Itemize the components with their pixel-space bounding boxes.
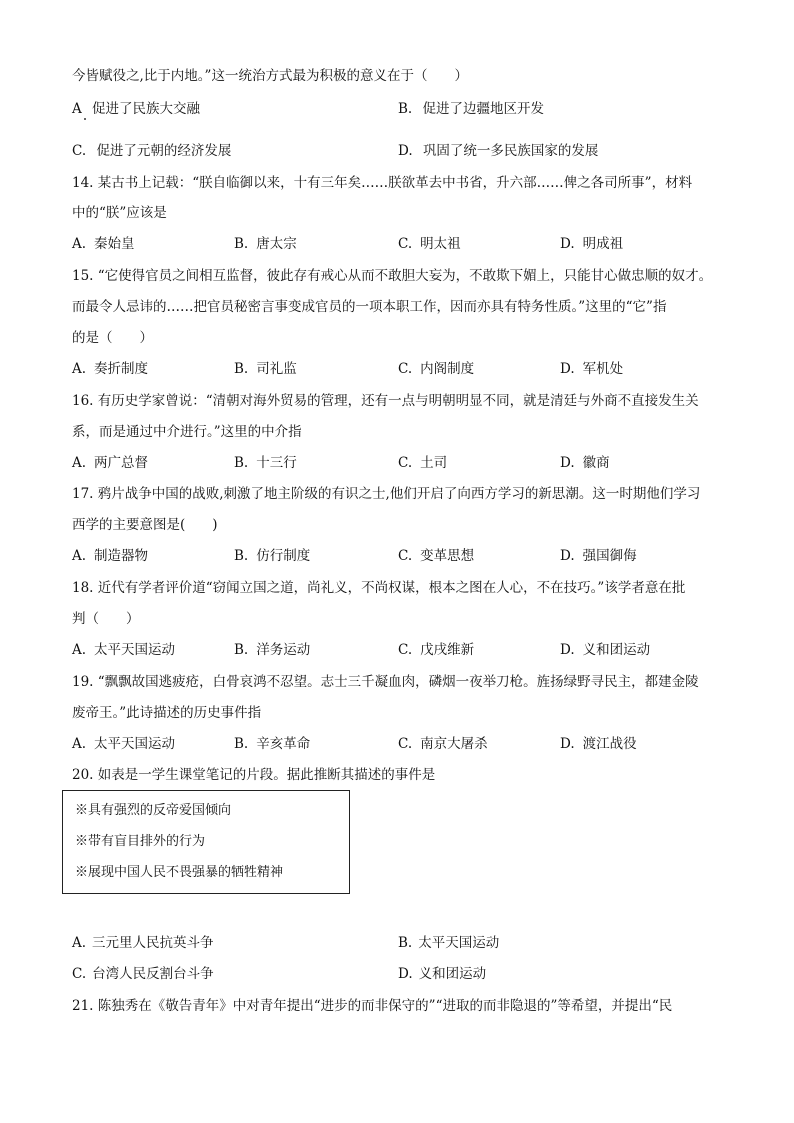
option-label: B. [234, 236, 249, 252]
q19-option-b[interactable] [234, 734, 310, 754]
dot-mark [84, 118, 86, 120]
note-item: ※带有盲目排外的行为 [75, 834, 206, 849]
option-text: 戊戌维新 [420, 642, 475, 658]
q16-option-c[interactable] [398, 453, 447, 473]
option-text: 太平天国运动 [94, 736, 176, 752]
q15-stem-line: 而最令人忌讳的……把官员秘密言事变成官员的一项本职工作，因而亦具有特务性质。”这里的“它”指 [72, 299, 667, 315]
q13-option-c[interactable] [72, 141, 231, 161]
option-text: 南京大屠杀 [420, 736, 488, 752]
q19-option-a[interactable] [72, 734, 175, 754]
option-text: 台湾人民反割台斗争 [92, 966, 214, 982]
option-label: A. [72, 642, 87, 658]
q15-stem-line: 15. “它使得官员之间相互监督，彼此存有戒心从而不敢胆大妄为，不敢欺下媚上，只能甘心做忠顺的奴才。 [72, 268, 713, 284]
option-label: C. [72, 143, 87, 159]
q21-stem-line: 21. 陈独秀在《敬告青年》中对青年提出“进步的而非保守的”“进取的而非隐退的”等希望，并提出“民 [72, 998, 673, 1014]
option-label: D. [560, 361, 575, 377]
option-text: 太平天国运动 [94, 642, 176, 658]
option-text: 两广总督 [94, 455, 149, 471]
q17-stem-line: 西学的主要意图是( ) [72, 517, 218, 533]
q20-stem-line: 20. 如表是一学生课堂笔记的片段。据此推断其描述的事件是 [72, 767, 436, 783]
option-text: 秦始皇 [94, 236, 135, 252]
q18-stem-line: 判（ ） [72, 611, 140, 627]
option-label: C. [398, 361, 413, 377]
q13-option-d[interactable] [398, 141, 598, 161]
option-text: 十三行 [256, 455, 297, 471]
q14-option-c[interactable] [398, 234, 461, 254]
option-text: 洋务运动 [256, 642, 311, 658]
q18-option-c[interactable] [398, 640, 474, 660]
q19-option-d[interactable] [560, 734, 637, 754]
q20-option-d[interactable] [398, 964, 486, 984]
option-text: 义和团运动 [582, 642, 651, 658]
option-label: B. [234, 548, 249, 564]
q16-stem-line: 系，而是通过中介进行。”这里的中介指 [72, 424, 302, 440]
q17-option-a[interactable] [72, 546, 148, 566]
q14-option-a[interactable] [72, 234, 135, 254]
q17-stem-line: 17. 鸦片战争中国的战败,刺激了地主阶级的有识之士,他们开启了向西方学习的新思潮。这一时期他们学习 [72, 486, 701, 502]
option-label: D. [560, 642, 575, 658]
q16-stem-line: 16. 有历史学家曾说：“清朝对海外贸易的管理，还有一点与明朝明显不同，就是清廷与外商不直接发生关 [72, 393, 699, 409]
option-text: 渡江战役 [582, 736, 637, 752]
option-label: C. [398, 236, 413, 252]
option-text: 制造器物 [94, 548, 149, 564]
option-label: D. [560, 736, 575, 752]
q14-stem-line: 14. 某古书上记载：“朕自临御以来，十有三年矣……朕欲革去中书省，升六部……俾之各司所事”，材料 [72, 175, 693, 191]
q15-option-c[interactable] [398, 359, 474, 379]
option-text: 促进了民族大交融 [92, 101, 201, 117]
option-text: 辛亥革命 [256, 736, 311, 752]
q17-option-c[interactable] [398, 546, 474, 566]
class-notes-box [62, 790, 350, 894]
option-label: B. [398, 935, 413, 951]
q19-stem-line: 19. “飘飘故国逃疲疮，白骨哀鸿不忍望。志士三千凝血肉，磷烟一夜举刀枪。旌扬绿野寻民主，都建金陵 [72, 674, 699, 690]
option-text: 土司 [420, 455, 448, 471]
q14-stem-line: 中的“朕”应该是 [72, 205, 167, 221]
option-text: 变革思想 [420, 548, 475, 564]
option-label: A. [72, 736, 87, 752]
q13-stem-line: 今皆赋役之,比于内地。”这一统治方式最为积极的意义在于（ ） [72, 68, 468, 84]
q15-option-b[interactable] [234, 359, 297, 379]
option-label: B. [234, 455, 249, 471]
note-item: ※具有强烈的反帝爱国倾向 [75, 803, 232, 818]
option-label: D. [560, 455, 575, 471]
q13-option-b[interactable] [398, 99, 544, 119]
q18-option-d[interactable] [560, 640, 650, 660]
option-label: B. [398, 101, 413, 117]
q16-option-a[interactable] [72, 453, 148, 473]
option-label: A [72, 101, 82, 117]
option-label: C. [398, 455, 413, 471]
q20-option-b[interactable] [398, 933, 499, 953]
option-text: 内阁制度 [420, 361, 475, 377]
q14-option-d[interactable] [560, 234, 623, 254]
q18-option-a[interactable] [72, 640, 175, 660]
option-text: 徽商 [582, 455, 610, 471]
q18-stem-line: 18. 近代有学者评价道“窃闻立国之道，尚礼义，不尚权谋，根本之图在人心，不在技巧。”该学者意在批 [72, 580, 686, 596]
q15-option-a[interactable] [72, 359, 148, 379]
q13-option-a[interactable] [72, 99, 200, 119]
option-label: A. [72, 236, 87, 252]
option-label: D. [398, 143, 413, 159]
option-label: C. [398, 548, 413, 564]
option-text: 三元里人民抗英斗争 [92, 935, 214, 951]
option-label: D. [560, 236, 575, 252]
option-text: 奏折制度 [94, 361, 149, 377]
note-item: ※展现中国人民不畏强暴的牺牲精神 [75, 865, 284, 880]
option-label: B. [234, 642, 249, 658]
q15-stem-line: 的是（ ） [72, 330, 153, 346]
option-text: 唐太宗 [256, 236, 297, 252]
option-text: 强国御侮 [582, 548, 637, 564]
option-text: 促进了边疆地区开发 [422, 101, 545, 117]
option-text: 仿行制度 [256, 548, 311, 564]
option-label: C. [398, 736, 413, 752]
option-text: 促进了元朝的经济发展 [96, 143, 232, 159]
option-label: A. [72, 935, 87, 951]
q18-option-b[interactable] [234, 640, 310, 660]
option-label: A. [72, 455, 87, 471]
q16-option-d[interactable] [560, 453, 610, 473]
q20-option-c[interactable] [72, 964, 214, 984]
q19-stem-line: 废帝王。”此诗描述的历史事件指 [72, 705, 262, 721]
option-label: A. [72, 548, 87, 564]
q20-option-a[interactable] [72, 933, 214, 953]
option-text: 明太祖 [420, 236, 461, 252]
option-text: 司礼监 [256, 361, 297, 377]
option-label: D. [398, 966, 413, 982]
option-label: B. [234, 736, 249, 752]
q19-option-c[interactable] [398, 734, 488, 754]
q17-option-d[interactable] [560, 546, 637, 566]
option-text: 太平天国运动 [418, 935, 500, 951]
option-label: D. [560, 548, 575, 564]
q14-option-b[interactable] [234, 234, 297, 254]
option-text: 明成祖 [582, 236, 624, 252]
option-text: 义和团运动 [418, 966, 487, 982]
q15-option-d[interactable] [560, 359, 623, 379]
option-text: 巩固了统一多民族国家的发展 [422, 143, 599, 159]
q16-option-b[interactable] [234, 453, 297, 473]
option-label: C. [398, 642, 413, 658]
option-label: A. [72, 361, 87, 377]
q17-option-b[interactable] [234, 546, 310, 566]
option-label: C. [72, 966, 87, 982]
option-text: 军机处 [582, 361, 624, 377]
option-label: B. [234, 361, 249, 377]
